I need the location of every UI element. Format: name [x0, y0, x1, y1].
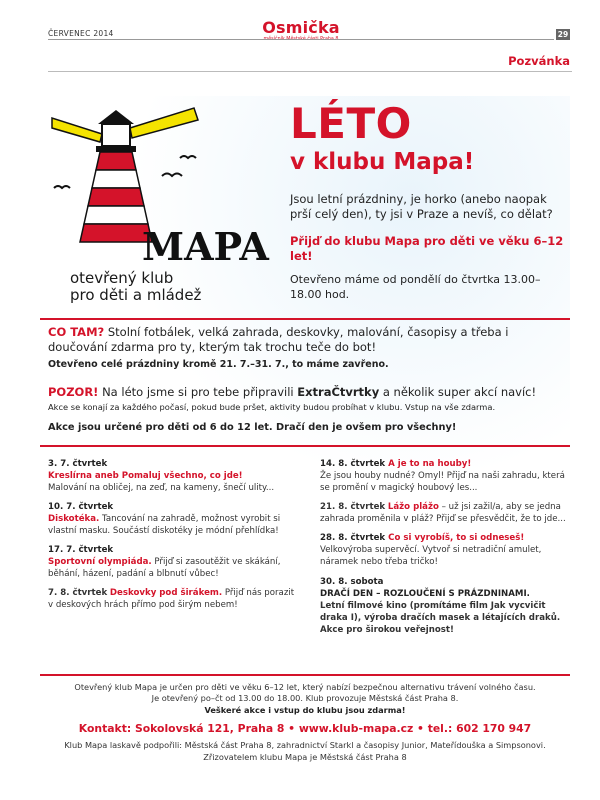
club-info-footer: [48, 682, 562, 763]
supporters: Klub Mapa laskavě podpořili: Městská část Praha 8, zahradnictví Starkl a časopisy Junior, Mateřídouška a Simpsonovi.: [64, 740, 546, 750]
contact-line: Kontakt: Sokolovská 121, Praha 8 • www.klub-mapa.cz • tel.: 602 170 947: [78, 722, 532, 735]
magazine-title: Osmička: [262, 18, 340, 37]
opening-hours: Otevřeno máme od pondělí do čtvrtka 13.00–18.00 hod.: [290, 273, 541, 301]
event-name: A je to na houby!: [388, 459, 472, 469]
event-name: Kreslírna aneb Pomaluj všechno, co jde!: [48, 471, 243, 481]
club-hours: Je otevřený po–čt od 13.00 do 18.00. Klub provozuje Městská část Praha 8.: [151, 693, 459, 703]
header-divider: [48, 39, 554, 40]
invite-text: Přijď do klubu Mapa pro děti ve věku 6–12 let!: [290, 234, 564, 263]
article-panel: [40, 96, 570, 796]
issue-date: ČERVENEC 2014: [48, 29, 114, 38]
event-body: [48, 556, 298, 580]
event-body: [48, 587, 298, 611]
logo-tagline-line1: otevřený klub: [70, 269, 174, 287]
event-desc: Velkovýroba supervěcí. Vytvoř si netradiční amulet, náramek nebo třeba tričko!: [320, 545, 542, 567]
headline-title: LÉTO: [290, 99, 412, 148]
event-name: Deskovky pod širákem.: [109, 588, 223, 598]
attention-text-2: a několik super akcí navíc!: [379, 385, 537, 399]
headline-subtitle: v klubu Mapa!: [290, 149, 475, 175]
event-name: Sportovní olympiáda.: [48, 557, 152, 567]
divider-1: [40, 318, 570, 320]
event-heading: [320, 532, 570, 544]
events-right-column: [320, 458, 570, 643]
divider-3: [40, 674, 570, 676]
event-name: Co si vyrobíš, to si odneseš!: [388, 533, 525, 543]
what-there-paragraph: [48, 325, 566, 355]
event-date: 10. 7. čtvrtek: [48, 502, 114, 512]
event-date: 28. 8. čtvrtek: [320, 533, 386, 543]
mapa-logo: [44, 106, 278, 316]
intro-text: Jsou letní prázdniny, je horko (anebo naopak prší celý den), ty jsi v Praze a nevíš, co dělat?: [290, 192, 553, 221]
event-item: [48, 458, 298, 494]
event-desc: Tancování na zahradě, možnost vyrobit si vlastní masku. Součástí diskotéky je módní přehlídka!: [48, 514, 281, 536]
divider-2: [40, 445, 570, 447]
event-desc: Přijď si zasoutěžit ve skákání, běhání, házení, padání a blbnutí vůbec!: [48, 557, 281, 579]
page-header: [0, 0, 600, 82]
event-name: Lážo plážo: [387, 502, 439, 512]
events-left-column: [48, 458, 298, 618]
logo-tagline: [70, 270, 201, 304]
event-date: 30. 8. sobota: [320, 577, 384, 587]
event-date: 3. 7. čtvrtek: [48, 459, 108, 469]
event-desc: Že jsou houby nudné? Omyl! Přijď na naši zahradu, která se promění v magický houbový les...: [320, 471, 565, 493]
event-date: 7. 8. čtvrtek: [48, 588, 108, 598]
event-body: [48, 513, 298, 537]
event-desc: Přijď nás porazit v deskových hrách přímo pod širým nebem!: [48, 588, 295, 610]
attention-text-1: Na léto jsme si pro tebe připravili: [98, 385, 298, 399]
event-desc: Letní filmové kino (promítáme film Jak vycvičit draka I), výroba dračích masek a létajících draků. Akce pro širokou veřejnost!: [320, 601, 561, 635]
event-body: [320, 501, 570, 525]
free-entry-note: Veškeré akce i vstup do klubu jsou zdarma!: [204, 705, 406, 715]
closure-note: Otevřeno celé prázdniny kromě 21. 7.–31. 7., to máme zavřeno.: [48, 359, 389, 370]
age-note: Akce jsou určené pro děti od 6 do 12 let. Dračí den je ovšem pro všechny!: [48, 422, 457, 433]
logo-tagline-line2: pro děti a mládež: [70, 286, 202, 304]
event-item: [48, 544, 298, 580]
event-date: 17. 7. čtvrtek: [48, 545, 114, 555]
club-description: Otevřený klub Mapa je určen pro děti ve věku 6–12 let, který nabízí bezpečnou alternativu trávení volného času.: [74, 682, 536, 692]
event-name: Diskotéka.: [48, 514, 100, 524]
event-heading: [320, 458, 570, 470]
what-there-label: CO TAM?: [48, 325, 105, 339]
section-title: Pozvánka: [508, 54, 570, 68]
event-name: DRAČÍ DEN – ROZLOUČENÍ S PRÁZDNINAMI.: [320, 589, 530, 599]
event-item: [48, 501, 298, 537]
event-item: [320, 532, 570, 568]
weather-note: Akce se konají za každého počasí, pokud bude pršet, aktivity budou probíhat v klubu. Vstup na vše zdarma.: [48, 402, 496, 412]
event-desc: – už jsi zažil/a, aby se jedna zahrada proměnila v pláž? Přijď se přesvědčit, že to jde...: [320, 502, 566, 524]
dragon-day: [320, 576, 570, 636]
event-item: [320, 458, 570, 494]
founder: Zřizovatelem klubu Mapa je Městská část Praha 8: [203, 752, 407, 762]
lighthouse-icon: [44, 106, 278, 271]
event-item: [320, 501, 570, 525]
what-there-text: Stolní fotbálek, velká zahrada, deskovky, malování, časopisy a třeba i doučování zdarma pro ty, kterým tak trochu teče do bot!: [48, 325, 509, 354]
event-item: [48, 587, 298, 611]
extra-thursdays: ExtraČtvrtky: [297, 385, 380, 399]
attention-paragraph: [48, 385, 566, 400]
attention-label: POZOR!: [48, 385, 99, 399]
logo-word: MAPA: [142, 224, 269, 269]
event-date: 14. 8. čtvrtek: [320, 459, 386, 469]
event-date: 21. 8. čtvrtek: [320, 502, 386, 512]
event-desc: Malování na obličej, na zeď, na kameny, šnečí ulity...: [48, 483, 275, 493]
section-divider: [48, 71, 572, 72]
page-number: 29: [557, 30, 569, 39]
